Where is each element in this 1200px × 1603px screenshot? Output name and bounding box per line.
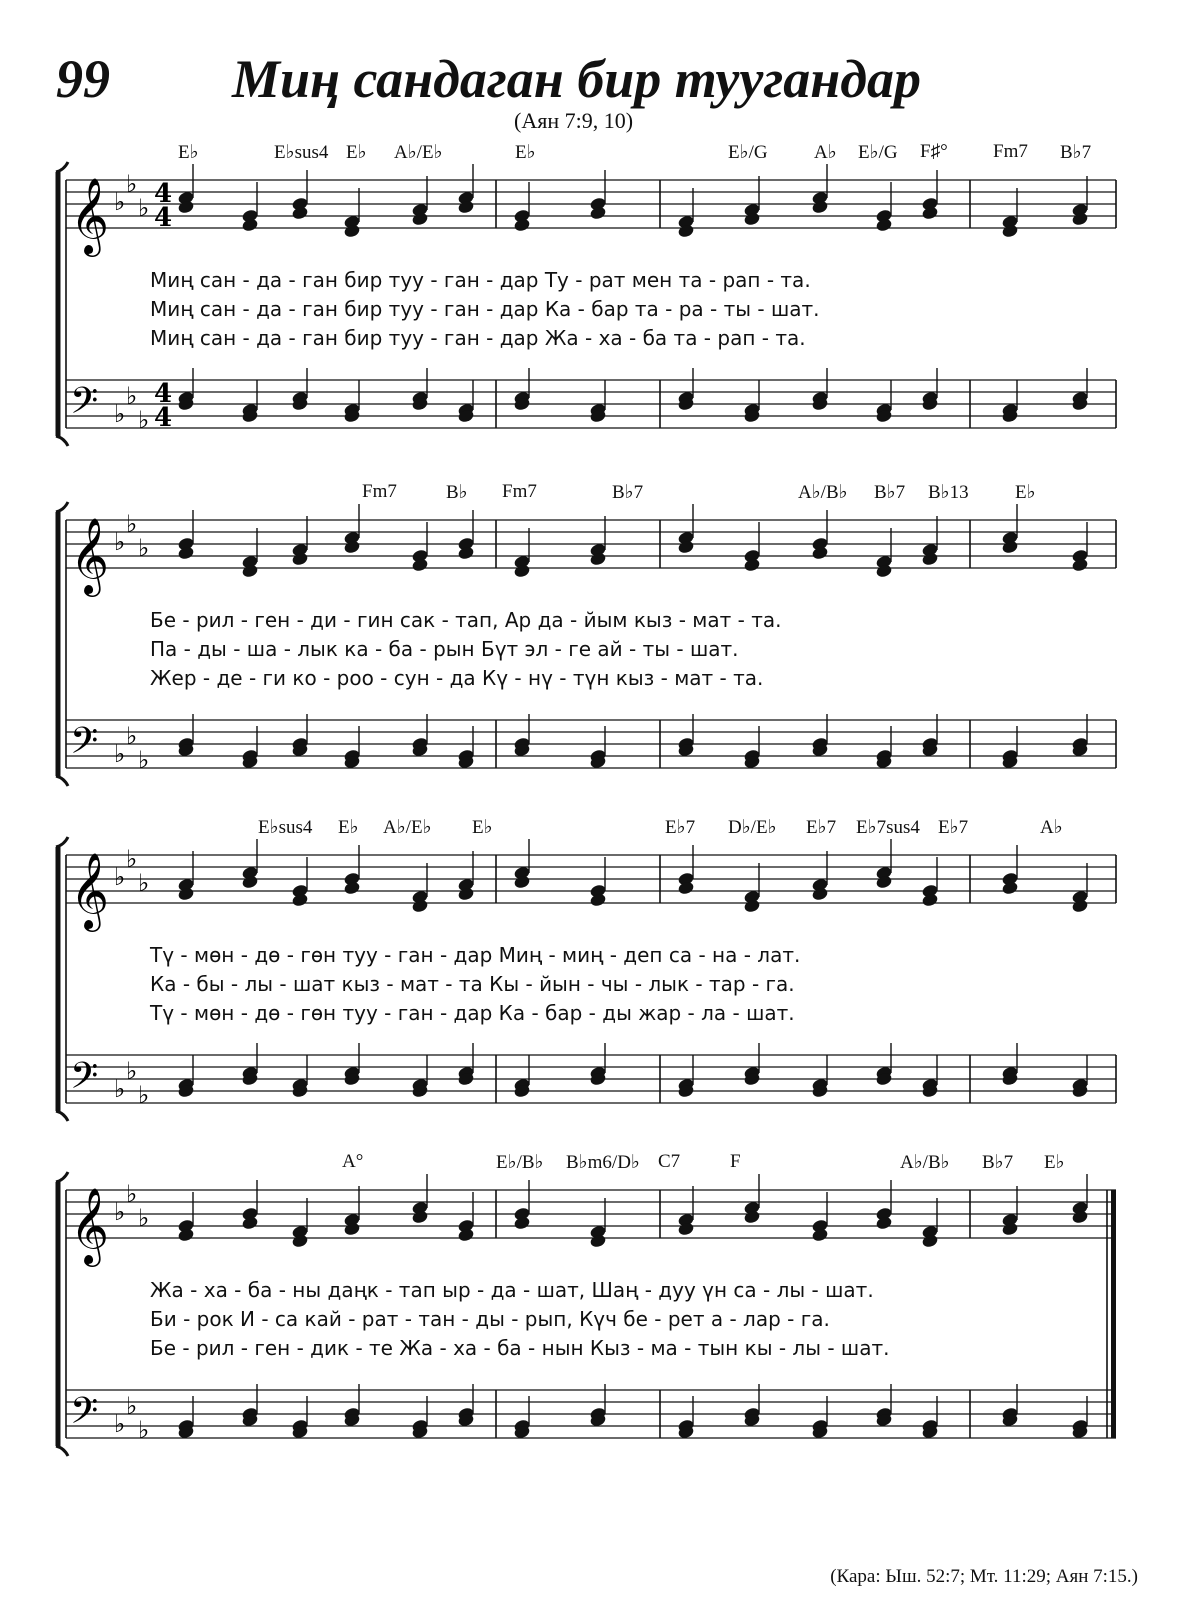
flat-icon: ♭	[126, 845, 138, 873]
flat-icon: ♭	[126, 382, 138, 410]
flat-icon: ♭	[138, 1416, 150, 1444]
chord: E♭	[1015, 482, 1036, 503]
flat-icon: ♭	[138, 194, 150, 222]
chord: B♭7	[612, 482, 644, 503]
chord: B♭7	[1060, 142, 1092, 163]
bass-clef-icon: 𝄢	[70, 380, 99, 431]
flat-icon: ♭	[126, 510, 138, 538]
chord: A♭/E♭	[394, 142, 443, 163]
chord: A♭/B♭	[900, 1152, 950, 1173]
lyric-verse-1: Бе - рил - ген - ди - гин сак - тап, Ар да - йым кыз - мат - та.	[150, 608, 782, 632]
bass-clef-icon: 𝄢	[70, 1390, 99, 1441]
flat-icon: ♭	[138, 746, 150, 774]
music-system-4	[0, 1145, 1200, 1465]
chord: E♭7	[938, 817, 969, 838]
lyric-verse-2: Па - ды - ша - лык ка - ба - рын Бүт эл - ге ай - ты - шат.	[150, 637, 739, 661]
flat-icon: ♭	[114, 1075, 126, 1103]
lyric-verse-1: Жа - ха - ба - ны даңк - тап ыр - да - шат, Шаң - дуу үн са - лы - шат.	[150, 1278, 874, 1302]
chord: E♭7sus4	[856, 817, 920, 838]
chord: F	[730, 1151, 741, 1172]
time-signature-digit: 4	[154, 179, 173, 209]
chord: E♭/G	[858, 142, 898, 163]
chord: E♭	[515, 142, 536, 163]
flat-icon: ♭	[126, 1392, 138, 1420]
flat-icon: ♭	[114, 740, 126, 768]
chord: A♭	[1040, 817, 1063, 838]
flat-icon: ♭	[138, 1204, 150, 1232]
flat-icon: ♭	[138, 869, 150, 897]
hymn-number: 99	[56, 49, 110, 109]
flat-icon: ♭	[114, 863, 126, 891]
staff-system	[0, 1145, 1200, 1465]
lyric-verse-2: Миң сан - да - ган бир туу - ган - дар Ка - бар та - ра - ты - шат.	[150, 297, 820, 321]
flat-icon: ♭	[126, 722, 138, 750]
bracket-hook	[56, 436, 68, 446]
lyric-verse-2: Ка - бы - лы - шат кыз - мат - та Кы - йын - чы - лык - тар - га.	[150, 972, 795, 996]
bass-clef-icon: 𝄢	[70, 1055, 99, 1106]
chord: A♭/B♭	[798, 482, 848, 503]
chord: E♭	[178, 142, 199, 163]
chord: E♭	[472, 817, 493, 838]
music-system-2	[0, 475, 1200, 795]
treble-clef-icon: 𝄞	[70, 517, 110, 594]
bass-clef-icon: 𝄢	[70, 720, 99, 771]
chord: F♯°	[920, 141, 948, 162]
treble-clef-icon: 𝄞	[70, 177, 110, 254]
chord: E♭/B♭	[496, 1152, 544, 1173]
chord: E♭	[338, 817, 359, 838]
bracket-hook	[56, 162, 68, 172]
lyric-verse-1: Тү - мөн - дө - гөн туу - ган - дар Миң - миң - деп са - на - лат.	[150, 943, 801, 967]
lyric-verse-1: Миң сан - да - ган бир туу - ган - дар Ту - рат мен та - рап - та.	[150, 268, 811, 292]
flat-icon: ♭	[114, 1198, 126, 1226]
lyric-verse-3: Жер - де - ги ко - роо - сун - да Кү - нү - түн кыз - мат - та.	[150, 666, 764, 690]
chord: E♭sus4	[274, 142, 329, 163]
bracket-hook	[56, 1111, 68, 1121]
flat-icon: ♭	[138, 534, 150, 562]
staff-system	[0, 135, 1200, 455]
scripture-reference: (Аян 7:9, 10)	[514, 108, 634, 133]
staff-system	[0, 810, 1200, 1130]
chord: C7	[658, 1151, 681, 1172]
footer-reference: (Кара: Ыш. 52:7; Мт. 11:29; Аян 7:15.)	[830, 1566, 1138, 1587]
lyric-verse-3: Бе - рил - ген - дик - те Жа - ха - ба - нын Кыз - ма - тын кы - лы - шат.	[150, 1336, 890, 1360]
lyric-verse-2: Би - рок И - са кай - рат - тан - ды - рып, Күч бе - рет а - лар - га.	[150, 1307, 830, 1331]
chord: E♭7	[665, 817, 696, 838]
lyric-verse-3: Тү - мөн - дө - гөн туу - ган - дар Ка - бар - ды жар - ла - шат.	[150, 1001, 795, 1025]
flat-icon: ♭	[138, 1081, 150, 1109]
flat-icon: ♭	[114, 188, 126, 216]
bracket-hook	[56, 1172, 68, 1182]
chord: Fm7	[502, 481, 537, 502]
flat-icon: ♭	[126, 170, 138, 198]
bracket-hook	[56, 776, 68, 786]
bracket-hook	[56, 837, 68, 847]
chord: E♭7	[806, 817, 837, 838]
treble-clef-icon: 𝄞	[70, 1187, 110, 1264]
chord: A♭/E♭	[383, 817, 432, 838]
flat-icon: ♭	[126, 1057, 138, 1085]
time-signature-digit: 4	[154, 203, 173, 233]
music-system-1	[0, 135, 1200, 455]
lyric-verse-3: Миң сан - да - ган бир туу - ган - дар Жа - ха - ба та - рап - та.	[150, 326, 806, 350]
chord: E♭/G	[728, 142, 768, 163]
chord: E♭	[1044, 1152, 1065, 1173]
chord: Fm7	[993, 141, 1028, 162]
treble-clef-icon: 𝄞	[70, 852, 110, 929]
chord: B♭m6/D♭	[566, 1152, 640, 1173]
chord: B♭	[446, 482, 468, 503]
chord: B♭13	[928, 482, 969, 503]
chord: B♭7	[982, 1152, 1014, 1173]
music-system-3	[0, 810, 1200, 1130]
chord: Fm7	[362, 481, 397, 502]
staff-system	[0, 475, 1200, 795]
flat-icon: ♭	[126, 1180, 138, 1208]
chord: B♭7	[874, 482, 906, 503]
bracket-hook	[56, 1446, 68, 1456]
bracket-hook	[56, 502, 68, 512]
flat-icon: ♭	[114, 528, 126, 556]
chord: A°	[342, 1151, 364, 1172]
hymn-title: Миң сандаган бир туугандар	[232, 49, 922, 109]
chord: E♭	[346, 142, 367, 163]
flat-icon: ♭	[138, 406, 150, 434]
flat-icon: ♭	[114, 1410, 126, 1438]
flat-icon: ♭	[114, 400, 126, 428]
chord: A♭	[814, 142, 837, 163]
time-signature-digit: 4	[154, 379, 173, 409]
time-signature-digit: 4	[154, 403, 173, 433]
final-barline-thick	[1111, 1190, 1116, 1438]
chord: E♭sus4	[258, 817, 313, 838]
chord: D♭/E♭	[728, 817, 777, 838]
